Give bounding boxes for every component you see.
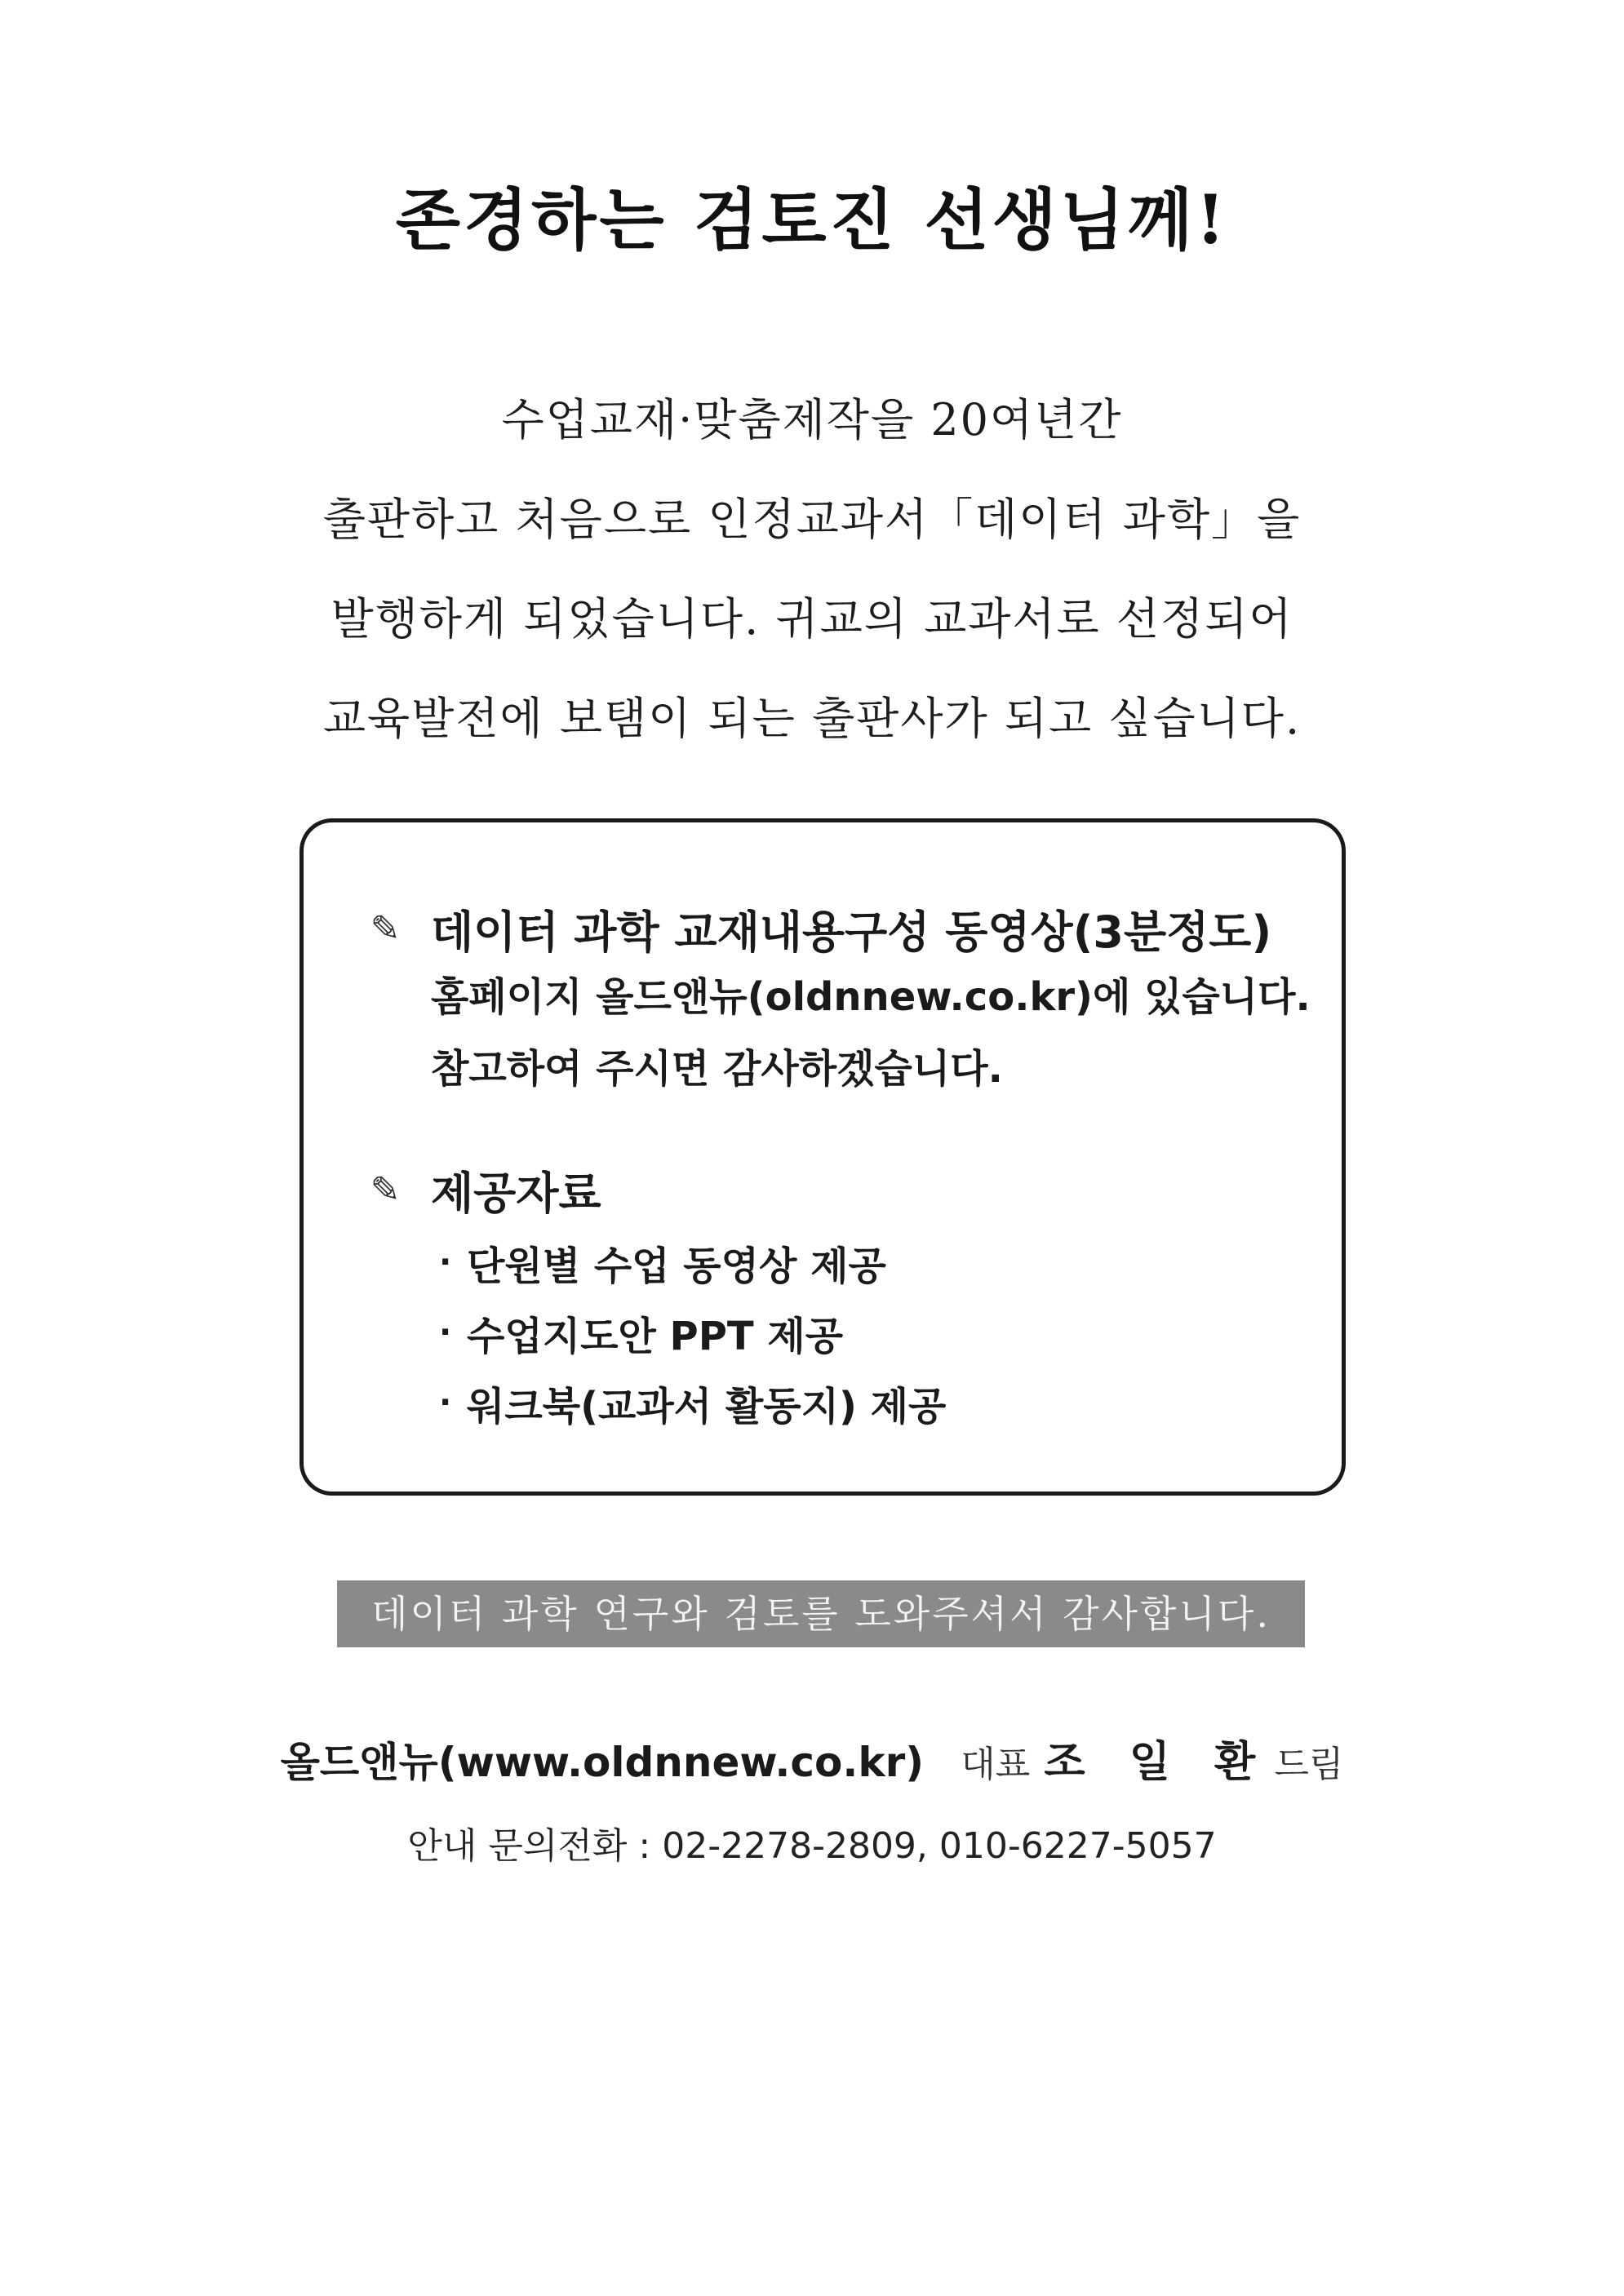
contact-label: 안내 문의전화	[407, 1825, 628, 1867]
publisher-line	[0, 1730, 1624, 1795]
list-item-label: 워크북(교과서 활동지) 제공	[467, 1383, 947, 1429]
representative-label: 대표	[961, 1744, 1031, 1785]
representative-name: 조 일 환	[1044, 1738, 1271, 1787]
list-item	[439, 1227, 946, 1297]
intro-line: 발행하게 되었습니다. 귀교의 교과서로 선정되어	[331, 593, 1293, 645]
video-section-line: 홈페이지 올드앤뉴(oldnnew.co.kr)에 있습니다.	[431, 974, 1311, 1020]
info-box	[300, 818, 1346, 1496]
materials-section	[361, 1157, 946, 1438]
pencil-icon: ✎	[370, 907, 401, 950]
page-title: 존경하는 검토진 선생님께!	[395, 181, 1229, 259]
thanks-banner: 데이터 과학 연구와 검토를 도와주셔서 감사합니다.	[337, 1580, 1305, 1647]
materials-section-header	[361, 1157, 946, 1222]
intro-line: 교육발전에 보탬이 되는 출판사가 되고 싶습니다.	[322, 693, 1302, 744]
materials-section-heading: 제공자료	[431, 1167, 601, 1219]
contact-phones: 02-2278-2809, 010-6227-5057	[662, 1825, 1217, 1867]
bullet-dot-icon: ·	[439, 1384, 452, 1421]
pencil-icon: ✎	[370, 1168, 401, 1211]
publisher-name: 올드앤뉴(www.oldnnew.co.kr)	[280, 1739, 925, 1786]
video-section-heading: 데이터 과학 교재내용구성 동영상(3분정도)	[431, 906, 1272, 958]
materials-list	[439, 1227, 946, 1438]
list-item	[439, 1297, 946, 1367]
video-section-header	[361, 896, 1311, 961]
list-item-label: 단원별 수업 동영상 제공	[467, 1243, 886, 1289]
video-section-line: 참고하여 주시면 감사하겠습니다.	[431, 1046, 1003, 1092]
list-item-label: 수업지도안 PPT 제공	[467, 1313, 844, 1359]
sign-off: 드림	[1274, 1744, 1344, 1785]
intro-paragraph	[245, 383, 1379, 782]
intro-line: 출판하고 처음으로 인정교과서「데이터 과학」을	[322, 494, 1302, 545]
contact-separator: :	[638, 1825, 651, 1867]
contact-line	[0, 1818, 1624, 1875]
list-item	[439, 1367, 946, 1438]
bullet-dot-icon: ·	[439, 1314, 452, 1351]
bullet-dot-icon: ·	[439, 1243, 452, 1281]
video-section	[361, 896, 1311, 1105]
intro-line: 수업교재·맞춤제작을 20여년간	[501, 394, 1123, 445]
